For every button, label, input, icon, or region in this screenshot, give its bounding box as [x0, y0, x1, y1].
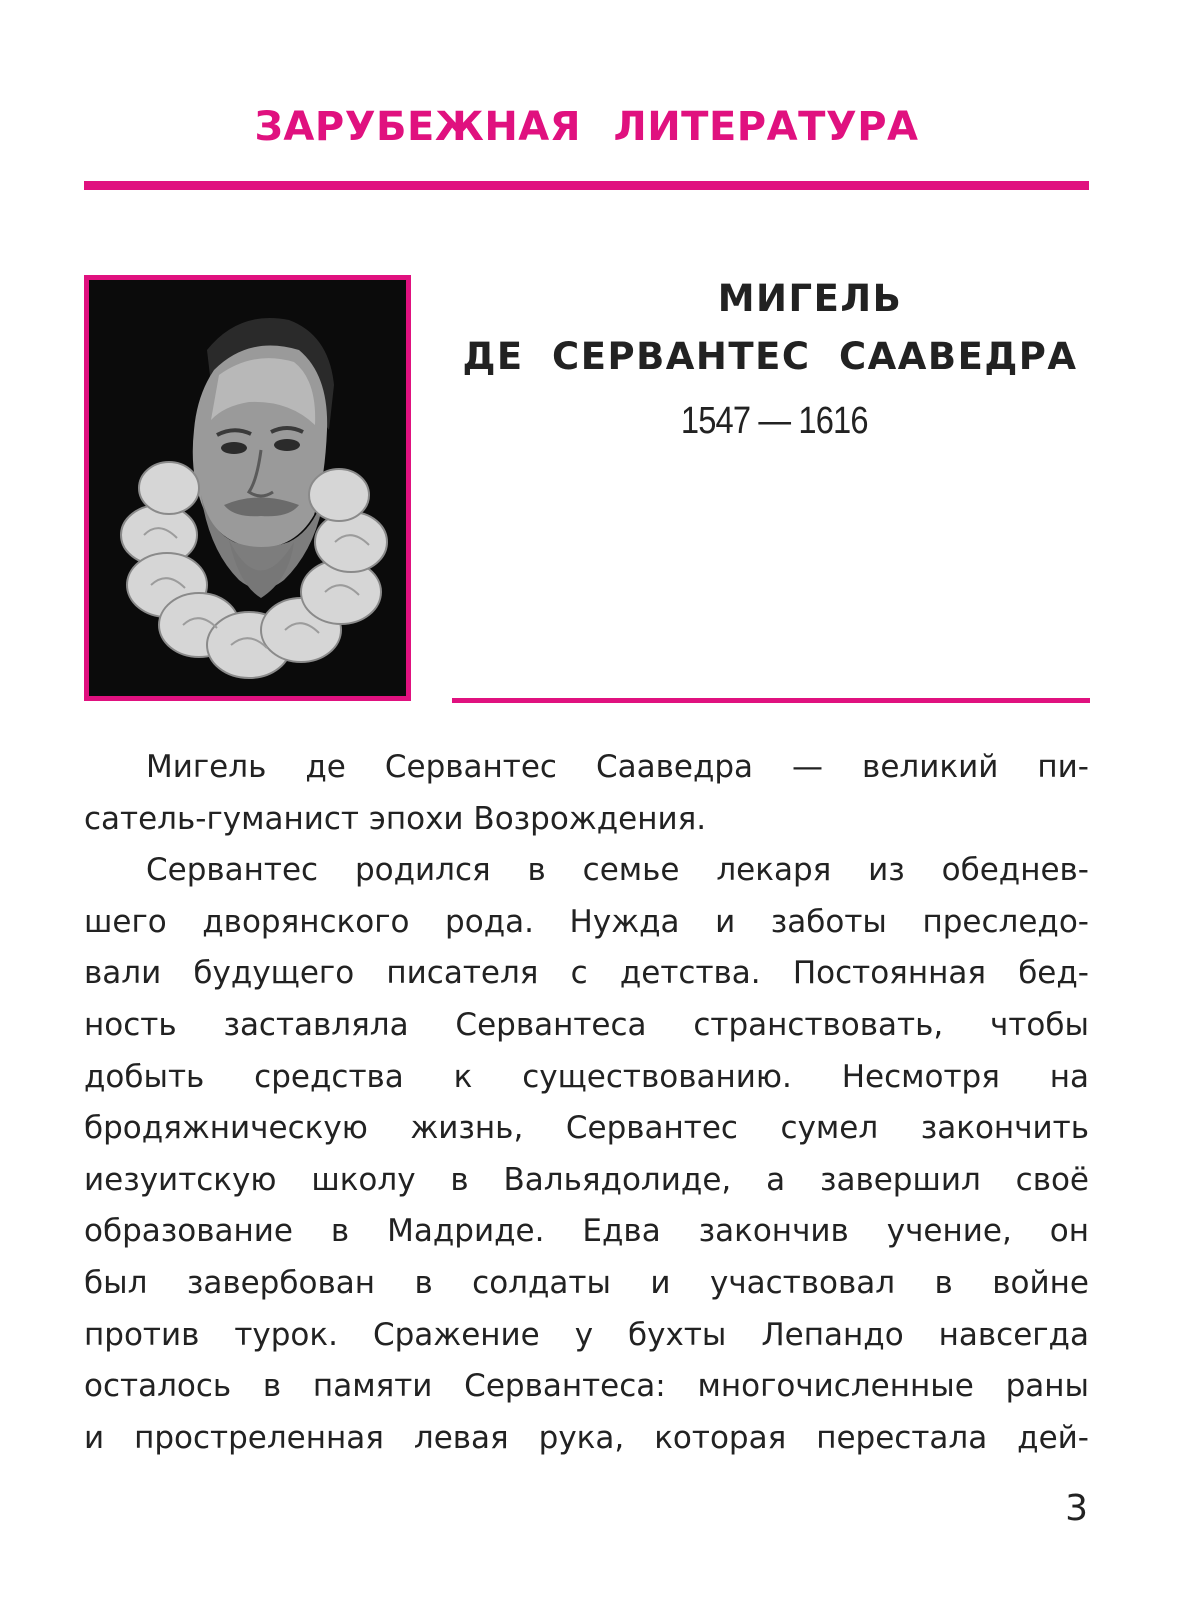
text-line: шего дворянского рода. Нужда и заботы преследо- [84, 903, 1089, 940]
page-number: 3 [1065, 1488, 1088, 1529]
text-line: был завербован в солдаты и участвовал в войне [84, 1264, 1089, 1301]
text-line: бродяжническую жизнь, Сервантес сумел закончить [84, 1110, 1089, 1147]
text-line: иезуитскую школу в Вальядолиде, а завершил своё [84, 1161, 1089, 1198]
text-line: против турок. Сражение у бухты Лепандо навсегда [84, 1316, 1089, 1353]
author-heading [450, 270, 1090, 443]
author-first-name: МИГЕЛЬ [717, 277, 903, 320]
text-line: добыть средства к существованию. Несмотря на [84, 1058, 1089, 1095]
section-title: ЗАРУБЕЖНАЯ ЛИТЕРАТУРА [254, 104, 919, 150]
heading-divider [452, 698, 1090, 703]
author-life-dates: 1547 — 1616 [680, 400, 868, 442]
text-line: вали будущего писателя с детства. Постоянная бед- [84, 955, 1089, 992]
text-line: образование в Мадриде. Едва закончив учение, он [84, 1213, 1089, 1250]
text-line: осталось в памяти Сервантеса: многочисленные раны [84, 1368, 1089, 1405]
author-portrait [84, 275, 411, 701]
text-line: Сервантес родился в семье лекаря из обеднев- [146, 852, 1089, 889]
text-line: Мигель де Сервантес Сааведра — великий пи- [146, 749, 1089, 785]
header-divider [84, 181, 1089, 190]
text-line: сатель-гуманист эпохи Возрождения. [84, 800, 707, 837]
biography-text [84, 742, 1089, 1464]
author-portrait-icon [89, 280, 406, 696]
author-full-name: ДЕ СЕРВАНТЕС СААВЕДРА [462, 335, 1078, 378]
text-line: ность заставляла Сервантеса странствовать, чтобы [84, 1006, 1089, 1043]
text-line: и простреленная левая рука, которая перестала дей- [84, 1419, 1089, 1456]
